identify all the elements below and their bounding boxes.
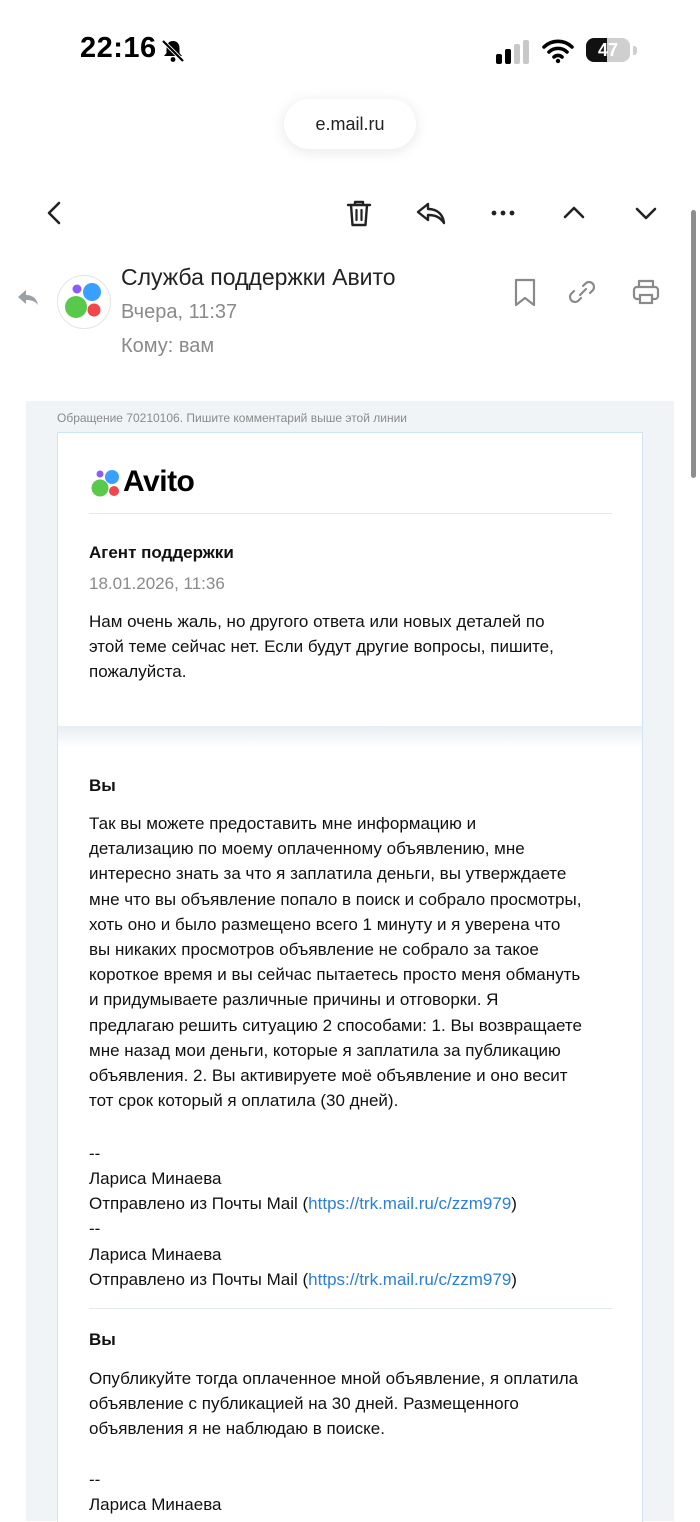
- battery-level: 47: [597, 40, 619, 60]
- signature-line: Отправлено из Почты Mail (https://trk.mail.ru/c/zzm979): [89, 1270, 517, 1289]
- message-text: Нам очень жаль, но другого ответа или новых деталей по этой теме сейчас нет. Если будут другие вопросы, пишите, пожалуйста.: [89, 612, 554, 682]
- divider: [89, 1308, 612, 1309]
- more-icon[interactable]: [486, 196, 520, 230]
- avito-logo: [89, 465, 219, 501]
- message-text: Так вы можете предоставить мне информацию и детализацию по моему оплаченному объявлению, мне интересно знать за что я заплатила деньги, вы утверждаете мне что вы объявление попало в поиск и собрало просмотры, хоть оно и было размещено всего 1 минуту и я уверена что вы никаких просмотров объявление не собрало за такое короткое время и вы сейчас пытаетесь просто меня обмануть и придумываете различные причины и отговорки. Я предлагаю решить ситуацию 2 способами: 1. Вы возвращаете мне назад мои деньги, которые я заплатила за публикацию объявления. 2. Вы активируете моё объявление и оно весит тот срок который я оплатила (30 дней).: [89, 814, 582, 1111]
- address-bar[interactable]: e.mail.ru: [284, 99, 416, 149]
- message-author: Вы: [89, 1330, 116, 1349]
- signature-line: Отправлено из Почты Mail (https://trk.mail.ru/c/zzm979): [89, 1194, 517, 1213]
- replied-icon: [16, 287, 40, 307]
- message-author: Вы: [89, 776, 116, 795]
- message-separator: [58, 726, 642, 748]
- chevron-down-icon[interactable]: [629, 196, 663, 230]
- ticket-note: Обращение 70210106. Пишите комментарий выше этой линии: [57, 411, 408, 425]
- chevron-up-icon[interactable]: [557, 196, 591, 230]
- reply-icon[interactable]: [414, 196, 448, 230]
- print-icon[interactable]: [631, 276, 661, 308]
- scrollbar[interactable]: [691, 210, 696, 478]
- bell-muted-icon: [160, 38, 186, 64]
- message-text: Опубликуйте тогда оплаченное мной объявление, я оплатила объявление с публикацией на 30 дней. Размещенного объявления я не наблюдаю в поиске.: [89, 1369, 579, 1439]
- message-date: 18.01.2026, 11:36: [89, 574, 225, 593]
- bookmark-icon[interactable]: [510, 276, 540, 308]
- battery-icon: [586, 38, 638, 64]
- signal-icon: [496, 40, 532, 64]
- signature-dash: --: [89, 1144, 101, 1163]
- wifi-icon: [542, 38, 574, 64]
- status-time: 22:16: [80, 32, 157, 64]
- trash-icon[interactable]: [342, 196, 376, 230]
- message-author: Агент поддержки: [89, 543, 234, 562]
- signature-dash: --: [89, 1219, 101, 1238]
- signature-name: Лариса Минаева: [89, 1169, 222, 1188]
- sender-avatar: [57, 275, 111, 329]
- signature-name: Лариса Минаева: [89, 1245, 222, 1264]
- sender-name: Служба поддержки Авито: [121, 264, 396, 290]
- signature-link[interactable]: https://trk.mail.ru/c/zzm979: [308, 1194, 512, 1213]
- back-button[interactable]: [38, 196, 72, 230]
- divider: [89, 513, 612, 514]
- signature-dash: --: [89, 1470, 101, 1489]
- link-icon[interactable]: [567, 276, 597, 308]
- sender-date: Вчера, 11:37: [121, 301, 238, 323]
- signature-name: Лариса Минаева: [89, 1495, 222, 1514]
- recipient: Кому: вам: [121, 335, 215, 357]
- signature-link[interactable]: https://trk.mail.ru/c/zzm979: [308, 1270, 512, 1289]
- avito-logo-text: Avito: [123, 465, 195, 498]
